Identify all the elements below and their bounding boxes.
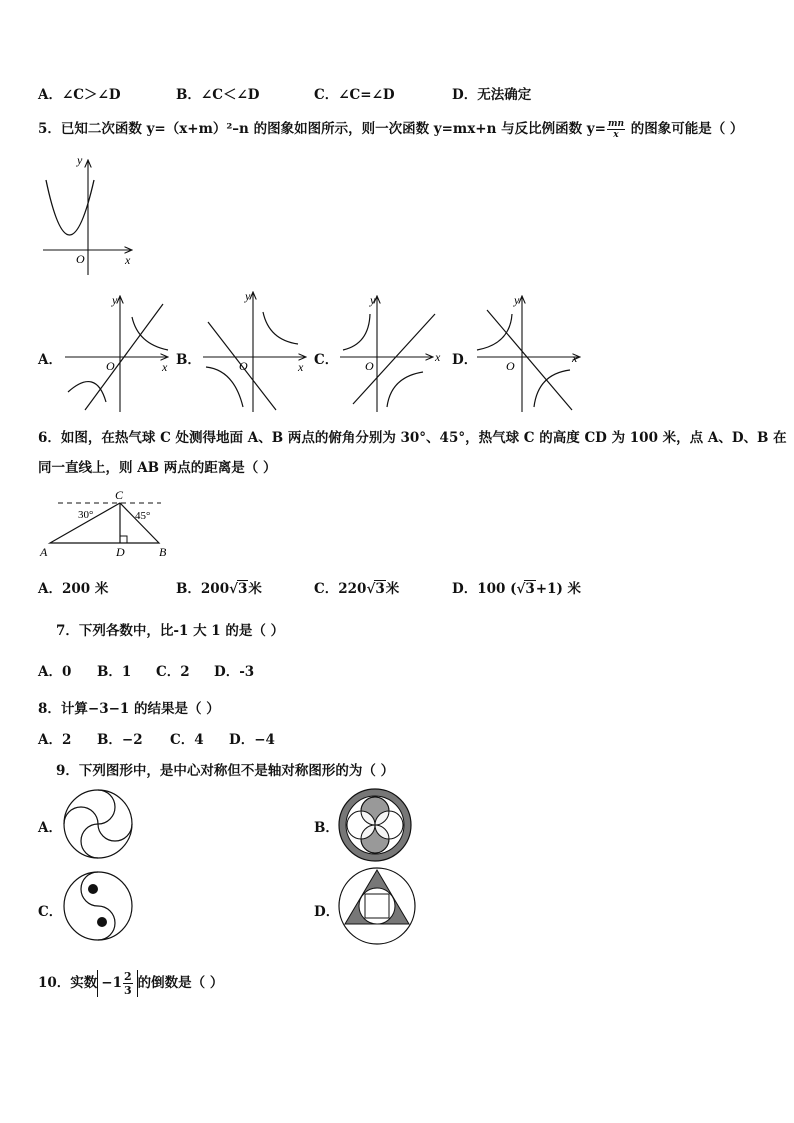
q5-graph-c-x-label: x: [435, 350, 441, 364]
q5-graph-a-origin-label: O: [106, 359, 115, 373]
q9-option-c-label: C．: [38, 904, 63, 920]
q8-option-b: B．−2: [97, 732, 143, 748]
q6-balloon-figure: [36, 486, 176, 561]
q8-option-a: A．2: [38, 732, 72, 748]
q6-option-a: A．200 米: [38, 581, 109, 597]
q4-option-d: D．无法确定: [452, 87, 532, 103]
q5-graph-b-y-label: y: [245, 289, 251, 303]
q5-graph-d: [472, 292, 587, 412]
q6-label-a: A: [40, 545, 48, 559]
q6-option-d: D．100 (√3+1) 米: [452, 581, 582, 597]
q9-figure-a: [62, 788, 134, 860]
q8-option-c: C．4: [170, 732, 204, 748]
q9-option-d-label: D．: [314, 904, 340, 920]
q5-fraction: $\frac{mn}{x}$: [607, 119, 625, 140]
q7-option-a: A．0: [38, 664, 72, 680]
q7-option-c: C．2: [156, 664, 190, 680]
q5-graph-b: [198, 289, 313, 412]
q6-label-b: B: [159, 545, 167, 559]
q9-option-b-label: B．: [314, 820, 339, 836]
q9-question-text: 9．下列图形中，是中心对称但不是轴对称图形的为（ ）: [56, 763, 395, 779]
q5-option-b-label: B．: [176, 352, 201, 368]
q10-absolute-value: −1 $\frac{2}{3}$: [97, 970, 137, 997]
q6-option-b: B．200√3米: [176, 581, 262, 597]
q6-option-c: C．220√3米: [314, 581, 400, 597]
q5-graph-a-x-label: x: [162, 360, 168, 374]
q7-option-d: D．-3: [214, 664, 255, 680]
q5-graph-c-y-label: y: [370, 293, 376, 307]
q9-option-a-label: A．: [38, 820, 62, 836]
q5-parabola-origin-label: O: [76, 252, 85, 266]
q5-graph-d-y-label: y: [514, 293, 520, 307]
q8-option-d: D．−4: [229, 732, 275, 748]
q5-parabola-x-label: x: [125, 253, 131, 267]
q5-parabola-figure: [40, 150, 140, 275]
q6-question-line2: 同一直线上，则 AB 两点的距离是（ ）: [38, 460, 277, 476]
q5-graph-a: [60, 292, 175, 412]
q5-graph-d-origin-label: O: [506, 359, 515, 373]
q4-option-b: B．∠C＜∠D: [176, 87, 260, 103]
q6-angle-30: 30°: [78, 509, 94, 521]
q6-angle-45: 45°: [135, 510, 151, 522]
q5-graph-a-y-label: y: [112, 293, 118, 307]
q4-option-a: A．∠C＞∠D: [38, 87, 121, 103]
q6-label-d: D: [116, 545, 125, 559]
q9-figure-d: [337, 866, 417, 946]
q5-graph-b-origin-label: O: [239, 359, 248, 373]
q5-option-c-label: C．: [314, 352, 339, 368]
q5-option-d-label: D．: [452, 352, 478, 368]
q8-question-text: 8．计算−3−1 的结果是（ ）: [38, 701, 220, 717]
q5-graph-c-origin-label: O: [365, 359, 374, 373]
q6-question-line1: 6．如图，在热气球 C 处测得地面 A、B 两点的俯角分别为 30°、45°，热气球 C 的高度 CD 为 100 米，点 A、D、B 在: [38, 430, 787, 446]
q5-graph-c: [335, 292, 450, 412]
q9-figure-c: [62, 870, 134, 942]
q5-graph-d-x-label: x: [572, 351, 578, 365]
q5-option-a-label: A．: [38, 352, 62, 368]
q5-question-text: 5．已知二次函数 y=（x+m）²–n 的图象如图所示，则一次函数 y=mx+n 与反比例函数 y= $\frac{mn}{x}$ 的图象可能是（ ）: [38, 119, 744, 140]
q5-graph-b-x-label: x: [298, 360, 304, 374]
q6-label-c: C: [115, 488, 124, 502]
q9-figure-b: [337, 787, 413, 863]
q7-question-text: 7．下列各数中，比-1 大 1 的是（ ）: [56, 623, 285, 639]
q10-question-text: 10．实数 −1 $\frac{2}{3}$ 的倒数是（ ）: [38, 970, 224, 997]
q7-option-b: B．1: [97, 664, 132, 680]
q4-option-c: C．∠C=∠D: [314, 87, 395, 103]
q5-parabola-y-label: y: [77, 153, 83, 167]
